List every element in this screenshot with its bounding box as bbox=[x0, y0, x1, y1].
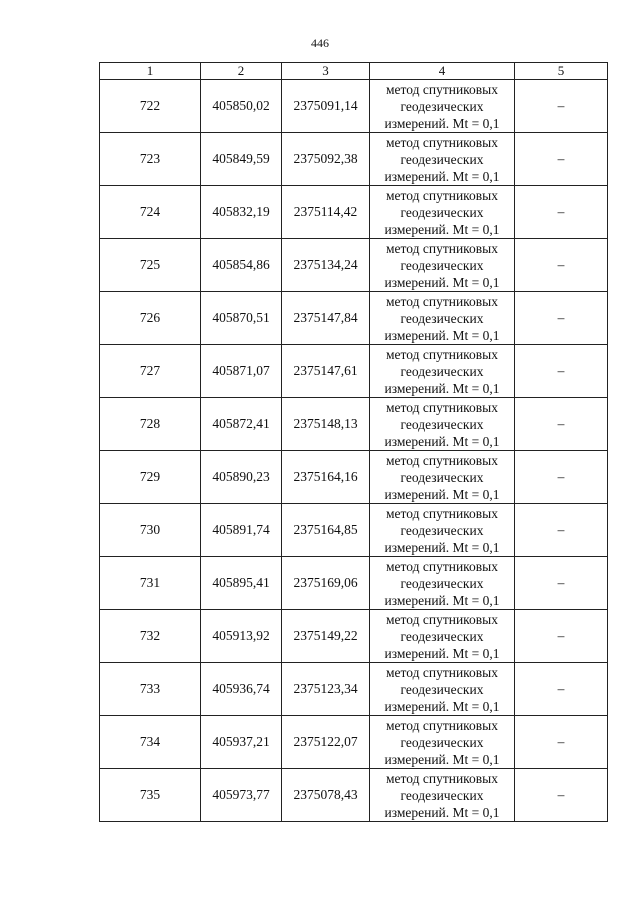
y-coordinate-cell: 2375123,34 bbox=[282, 663, 370, 716]
method-cell bbox=[370, 133, 515, 186]
method-line: измерений. Mt = 0,1 bbox=[384, 274, 500, 290]
method-line: метод спутниковых bbox=[386, 346, 498, 362]
method-line: измерений. Mt = 0,1 bbox=[384, 698, 500, 714]
method-cell bbox=[370, 398, 515, 451]
point-number-cell: 734 bbox=[100, 716, 201, 769]
method-line: метод спутниковых bbox=[386, 293, 498, 309]
column-header-4: 4 bbox=[370, 63, 515, 80]
point-number-cell: 722 bbox=[100, 80, 201, 133]
method-line: измерений. Mt = 0,1 bbox=[384, 804, 500, 820]
note-cell: – bbox=[515, 186, 608, 239]
method-cell bbox=[370, 610, 515, 663]
note-cell: – bbox=[515, 239, 608, 292]
y-coordinate-cell: 2375169,06 bbox=[282, 557, 370, 610]
table-body bbox=[100, 80, 608, 822]
point-number-cell: 731 bbox=[100, 557, 201, 610]
table-row bbox=[100, 504, 608, 557]
method-cell bbox=[370, 239, 515, 292]
y-coordinate-cell: 2375147,61 bbox=[282, 345, 370, 398]
column-header-2: 2 bbox=[201, 63, 282, 80]
point-number-cell: 729 bbox=[100, 451, 201, 504]
note-cell: – bbox=[515, 292, 608, 345]
x-coordinate-cell: 405913,92 bbox=[201, 610, 282, 663]
method-line: измерений. Mt = 0,1 bbox=[384, 168, 500, 184]
method-line: геодезических bbox=[400, 257, 484, 273]
method-line: метод спутниковых bbox=[386, 611, 498, 627]
note-cell: – bbox=[515, 557, 608, 610]
method-line: геодезических bbox=[400, 310, 484, 326]
method-line: геодезических bbox=[400, 151, 484, 167]
method-cell bbox=[370, 769, 515, 822]
method-cell bbox=[370, 292, 515, 345]
y-coordinate-cell: 2375092,38 bbox=[282, 133, 370, 186]
coordinates-table bbox=[99, 62, 608, 822]
column-header-5: 5 bbox=[515, 63, 608, 80]
method-line: геодезических bbox=[400, 363, 484, 379]
method-line: геодезических bbox=[400, 469, 484, 485]
y-coordinate-cell: 2375147,84 bbox=[282, 292, 370, 345]
point-number-cell: 724 bbox=[100, 186, 201, 239]
method-cell bbox=[370, 504, 515, 557]
x-coordinate-cell: 405832,19 bbox=[201, 186, 282, 239]
method-line: метод спутниковых bbox=[386, 399, 498, 415]
method-line: геодезических bbox=[400, 787, 484, 803]
y-coordinate-cell: 2375091,14 bbox=[282, 80, 370, 133]
x-coordinate-cell: 405872,41 bbox=[201, 398, 282, 451]
point-number-cell: 723 bbox=[100, 133, 201, 186]
table-row bbox=[100, 716, 608, 769]
note-cell: – bbox=[515, 345, 608, 398]
method-line: геодезических bbox=[400, 416, 484, 432]
method-cell bbox=[370, 663, 515, 716]
method-line: измерений. Mt = 0,1 bbox=[384, 645, 500, 661]
method-line: метод спутниковых bbox=[386, 187, 498, 203]
column-header-3: 3 bbox=[282, 63, 370, 80]
x-coordinate-cell: 405854,86 bbox=[201, 239, 282, 292]
method-line: метод спутниковых bbox=[386, 770, 498, 786]
note-cell: – bbox=[515, 398, 608, 451]
note-cell: – bbox=[515, 610, 608, 663]
point-number-cell: 727 bbox=[100, 345, 201, 398]
point-number-cell: 726 bbox=[100, 292, 201, 345]
x-coordinate-cell: 405870,51 bbox=[201, 292, 282, 345]
method-line: геодезических bbox=[400, 522, 484, 538]
method-cell bbox=[370, 716, 515, 769]
y-coordinate-cell: 2375078,43 bbox=[282, 769, 370, 822]
x-coordinate-cell: 405890,23 bbox=[201, 451, 282, 504]
method-cell bbox=[370, 557, 515, 610]
method-line: метод спутниковых bbox=[386, 558, 498, 574]
page-number: 446 bbox=[311, 36, 329, 50]
method-line: измерений. Mt = 0,1 bbox=[384, 380, 500, 396]
method-line: геодезических bbox=[400, 681, 484, 697]
x-coordinate-cell: 405973,77 bbox=[201, 769, 282, 822]
method-line: геодезических bbox=[400, 204, 484, 220]
point-number-cell: 733 bbox=[100, 663, 201, 716]
table-row bbox=[100, 186, 608, 239]
method-line: метод спутниковых bbox=[386, 240, 498, 256]
x-coordinate-cell: 405871,07 bbox=[201, 345, 282, 398]
method-line: метод спутниковых bbox=[386, 717, 498, 733]
table-row bbox=[100, 610, 608, 663]
method-line: геодезических bbox=[400, 734, 484, 750]
table-row bbox=[100, 133, 608, 186]
method-line: метод спутниковых bbox=[386, 664, 498, 680]
x-coordinate-cell: 405849,59 bbox=[201, 133, 282, 186]
point-number-cell: 730 bbox=[100, 504, 201, 557]
method-line: измерений. Mt = 0,1 bbox=[384, 221, 500, 237]
point-number-cell: 735 bbox=[100, 769, 201, 822]
method-cell bbox=[370, 186, 515, 239]
table-row bbox=[100, 769, 608, 822]
y-coordinate-cell: 2375149,22 bbox=[282, 610, 370, 663]
table-row bbox=[100, 451, 608, 504]
method-line: измерений. Mt = 0,1 bbox=[384, 486, 500, 502]
method-cell bbox=[370, 451, 515, 504]
table-row bbox=[100, 239, 608, 292]
table-row bbox=[100, 398, 608, 451]
y-coordinate-cell: 2375134,24 bbox=[282, 239, 370, 292]
table-row bbox=[100, 292, 608, 345]
method-line: метод спутниковых bbox=[386, 505, 498, 521]
method-line: геодезических bbox=[400, 628, 484, 644]
point-number-cell: 728 bbox=[100, 398, 201, 451]
method-cell bbox=[370, 80, 515, 133]
table-row bbox=[100, 557, 608, 610]
method-line: метод спутниковых bbox=[386, 452, 498, 468]
method-line: метод спутниковых bbox=[386, 81, 498, 97]
method-line: измерений. Mt = 0,1 bbox=[384, 592, 500, 608]
note-cell: – bbox=[515, 663, 608, 716]
x-coordinate-cell: 405937,21 bbox=[201, 716, 282, 769]
x-coordinate-cell: 405895,41 bbox=[201, 557, 282, 610]
table-row bbox=[100, 345, 608, 398]
method-line: измерений. Mt = 0,1 bbox=[384, 751, 500, 767]
method-cell bbox=[370, 345, 515, 398]
x-coordinate-cell: 405850,02 bbox=[201, 80, 282, 133]
note-cell: – bbox=[515, 504, 608, 557]
column-header-1: 1 bbox=[100, 63, 201, 80]
method-line: метод спутниковых bbox=[386, 134, 498, 150]
method-line: измерений. Mt = 0,1 bbox=[384, 115, 500, 131]
note-cell: – bbox=[515, 80, 608, 133]
point-number-cell: 732 bbox=[100, 610, 201, 663]
y-coordinate-cell: 2375122,07 bbox=[282, 716, 370, 769]
header-row bbox=[100, 63, 608, 80]
note-cell: – bbox=[515, 716, 608, 769]
note-cell: – bbox=[515, 451, 608, 504]
point-number-cell: 725 bbox=[100, 239, 201, 292]
x-coordinate-cell: 405891,74 bbox=[201, 504, 282, 557]
note-cell: – bbox=[515, 133, 608, 186]
method-line: измерений. Mt = 0,1 bbox=[384, 327, 500, 343]
x-coordinate-cell: 405936,74 bbox=[201, 663, 282, 716]
y-coordinate-cell: 2375164,85 bbox=[282, 504, 370, 557]
method-line: геодезических bbox=[400, 98, 484, 114]
y-coordinate-cell: 2375164,16 bbox=[282, 451, 370, 504]
method-line: измерений. Mt = 0,1 bbox=[384, 433, 500, 449]
note-cell: – bbox=[515, 769, 608, 822]
y-coordinate-cell: 2375114,42 bbox=[282, 186, 370, 239]
method-line: измерений. Mt = 0,1 bbox=[384, 539, 500, 555]
y-coordinate-cell: 2375148,13 bbox=[282, 398, 370, 451]
table-row bbox=[100, 80, 608, 133]
method-line: геодезических bbox=[400, 575, 484, 591]
table-row bbox=[100, 663, 608, 716]
